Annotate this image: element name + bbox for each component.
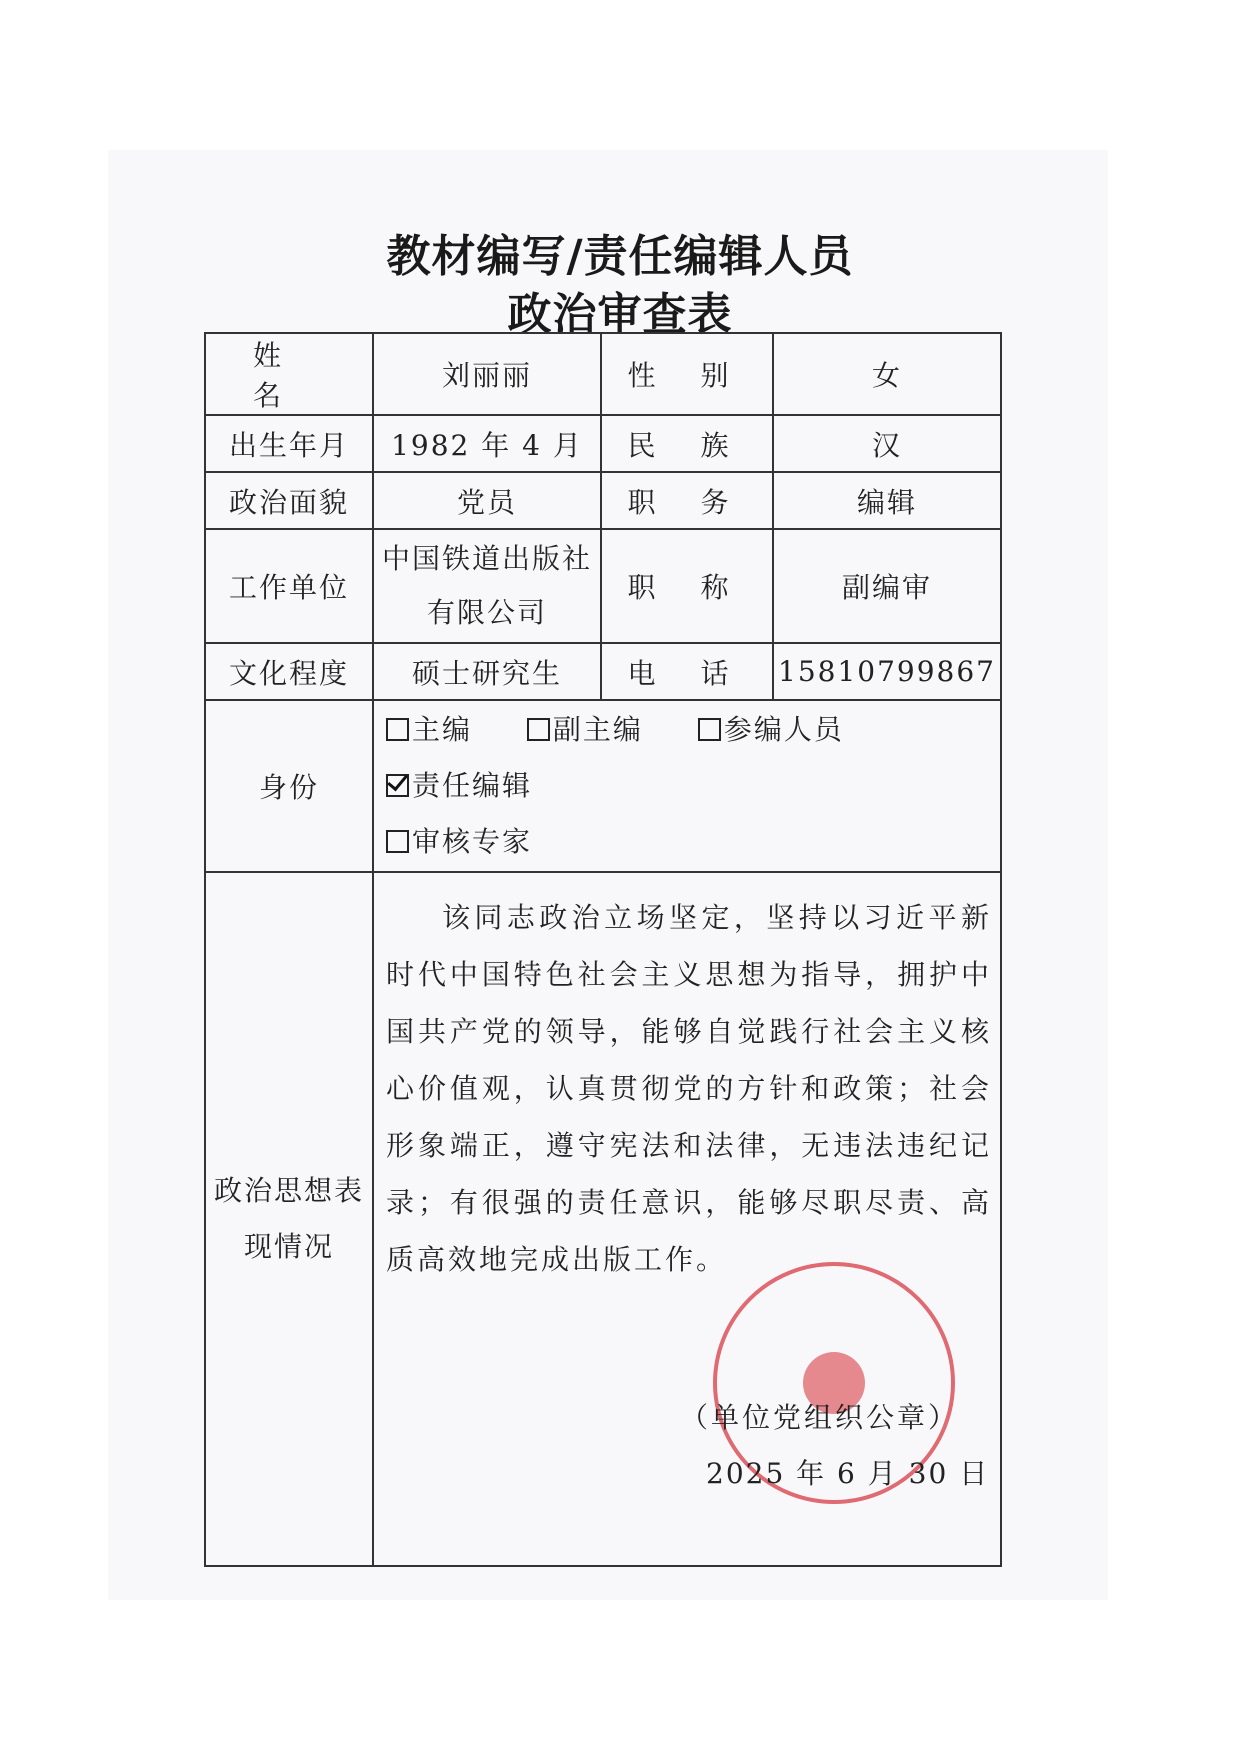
- unit-value-line2: 有限公司: [426, 596, 547, 629]
- name-value: 刘丽丽: [373, 333, 601, 415]
- title-value: 副编审: [773, 529, 1001, 643]
- row-unit: [205, 529, 1001, 643]
- option-deputy-chief-editor-label: 副主编: [552, 713, 643, 746]
- row-education: [205, 643, 1001, 700]
- option-review-expert-label: 审核专家: [412, 825, 533, 858]
- assessment-label: [205, 872, 373, 1566]
- unit-value: [373, 529, 601, 643]
- phone-label: 电 话: [601, 643, 773, 700]
- ethnicity-value: 汉: [773, 415, 1001, 472]
- option-responsible-editor-label: 责任编辑: [412, 769, 533, 802]
- gender-value: 女: [773, 333, 1001, 415]
- ethnicity-label: 民 族: [601, 415, 773, 472]
- option-chief-editor[interactable]: [386, 702, 472, 758]
- assessment-text: 该同志政治立场坚定，坚持以习近平新时代中国特色社会主义思想为指导，拥护中国共产党的领导，能够自觉践行社会主义核心价值观，认真贯彻党的方针和政策；社会形象端正，遵守宪法和法律，无违法违纪记录；有很强的责任意识，能够尽职尽责、高质高效地完成出版工作。: [386, 901, 992, 1276]
- option-chief-editor-label: 主编: [412, 713, 473, 746]
- name-label: 姓 名: [205, 333, 373, 415]
- checkbox-contributor[interactable]: [698, 718, 721, 741]
- signature-date: 2025 年 6 月 30 日: [706, 1457, 990, 1490]
- position-value: 编辑: [773, 472, 1001, 529]
- assessment-label-line2: 现情况: [243, 1230, 334, 1263]
- education-value: 硕士研究生: [373, 643, 601, 700]
- option-deputy-chief-editor[interactable]: [527, 702, 643, 758]
- option-contributor[interactable]: [698, 702, 844, 758]
- title-label: 职 称: [601, 529, 773, 643]
- birth-value: 1982 年 4 月: [373, 415, 601, 472]
- identity-options: [373, 700, 1001, 872]
- row-political: [205, 472, 1001, 529]
- option-review-expert[interactable]: [386, 814, 532, 870]
- checkbox-chief-editor[interactable]: [386, 718, 409, 741]
- gender-label: 性 别: [601, 333, 773, 415]
- unit-value-line1: 中国铁道出版社: [381, 542, 592, 575]
- document-subtitle: 政治审查表: [507, 289, 733, 340]
- assessment-label-line1: 政治思想表: [213, 1174, 364, 1207]
- position-label: 职 务: [601, 472, 773, 529]
- identity-options-row2: [374, 758, 1000, 814]
- row-name: [205, 333, 1001, 415]
- document-title: 教材编写/责任编辑人员: [386, 231, 854, 282]
- birth-label: 出生年月: [205, 415, 373, 472]
- row-birth: [205, 415, 1001, 472]
- education-label: 文化程度: [205, 643, 373, 700]
- signature-note: （单位党组织公章）: [680, 1401, 960, 1434]
- checkbox-deputy-chief-editor[interactable]: [527, 718, 550, 741]
- option-contributor-label: 参编人员: [723, 713, 844, 746]
- checkbox-responsible-editor-checked[interactable]: [386, 774, 409, 797]
- political-label: 政治面貌: [205, 472, 373, 529]
- phone-value: 15810799867: [773, 643, 1001, 700]
- identity-options-row1: [374, 702, 1000, 758]
- unit-label: 工作单位: [205, 529, 373, 643]
- identity-options-row3: [374, 814, 1000, 870]
- option-responsible-editor[interactable]: [386, 758, 532, 814]
- political-value: 党员: [373, 472, 601, 529]
- identity-label: 身份: [205, 700, 373, 872]
- checkbox-review-expert[interactable]: [386, 830, 409, 853]
- row-identity: [205, 700, 1001, 872]
